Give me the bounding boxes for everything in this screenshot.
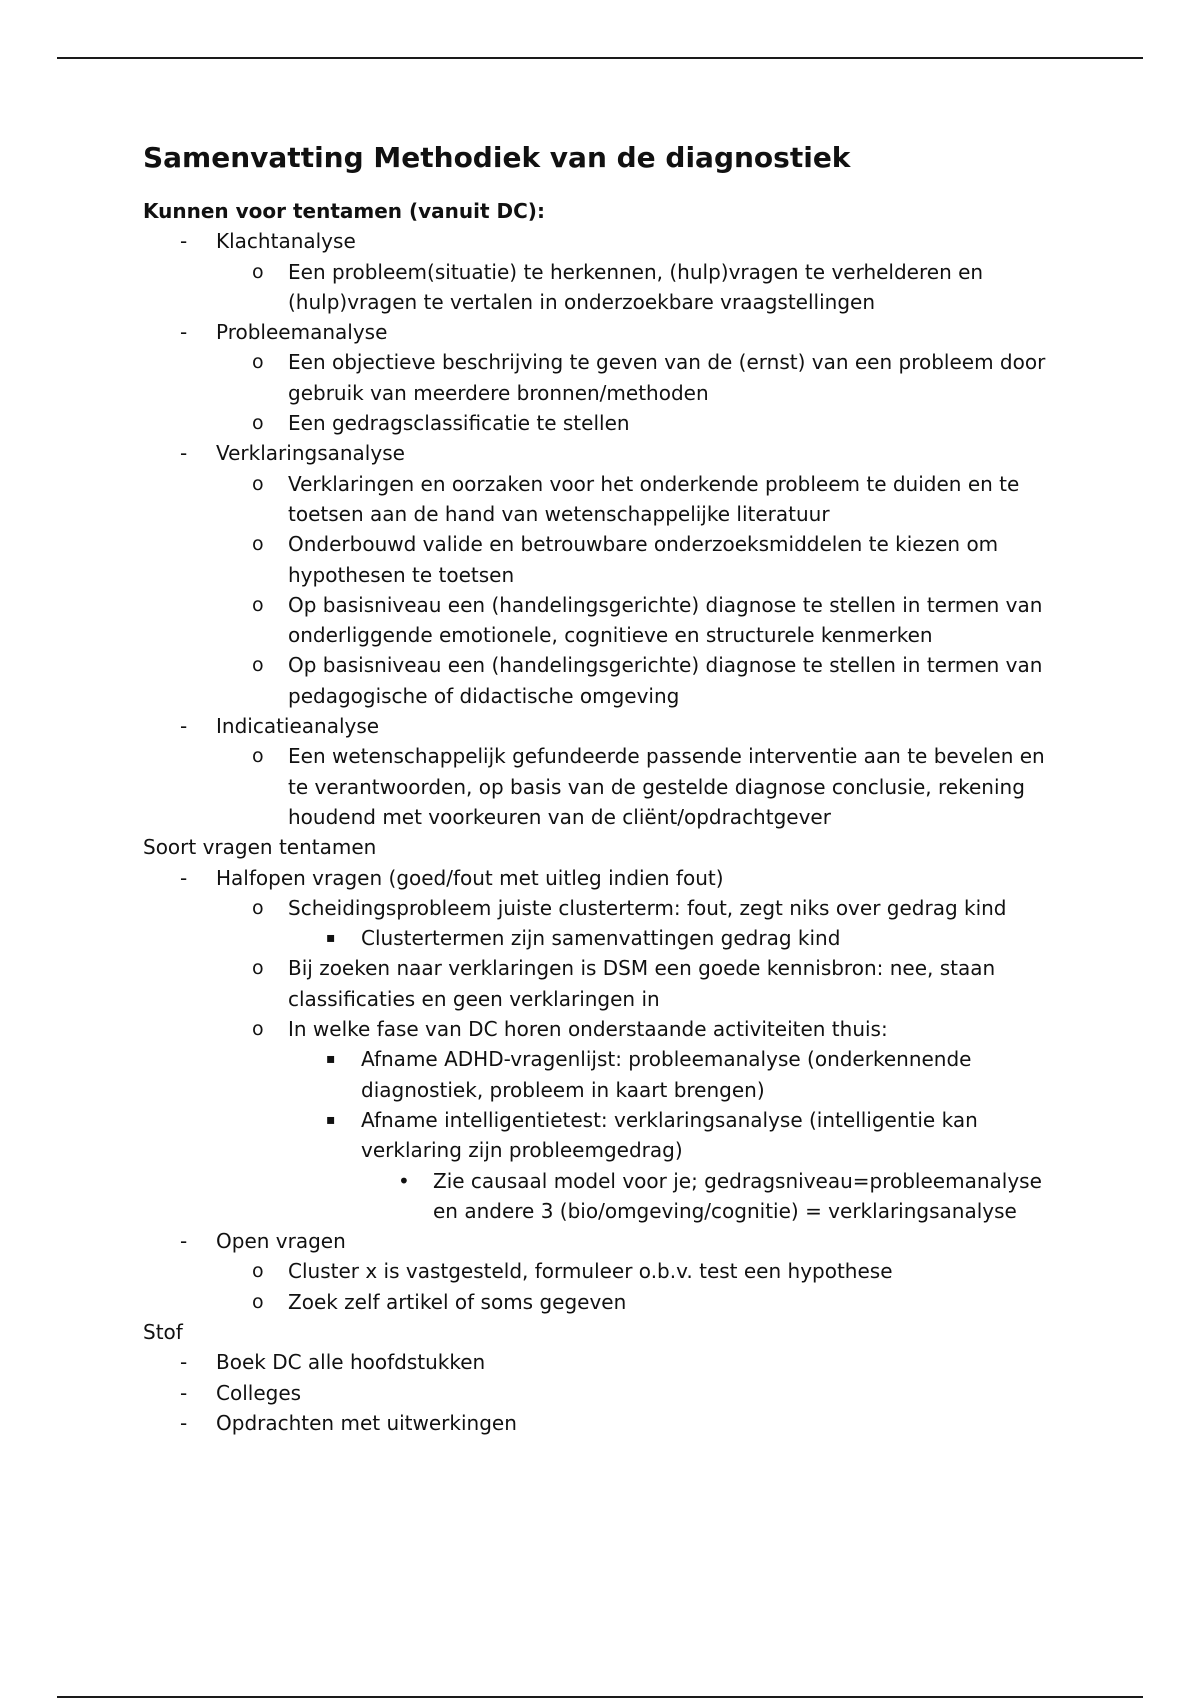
bullet-icon: o	[252, 957, 264, 980]
list-item	[143, 1226, 1063, 1256]
list-item-text: Een gedragsclassificatie te stellen	[288, 411, 630, 436]
list-item	[143, 590, 1063, 651]
list-item-text: Indicatieanalyse	[216, 714, 380, 739]
bullet-icon: o	[252, 896, 264, 919]
list-item-text: Op basisniveau een (handelingsgerichte) diagnose te stellen in termen van onderliggende emotionele, cognitieve en structurele kenmerken	[288, 592, 1043, 648]
bullet-icon: -	[180, 1380, 188, 1405]
list-item-text: Bij zoeken naar verklaringen is DSM een goede kennisbron: nee, staan classificaties en geen verklaringen in	[288, 956, 996, 1011]
list-item	[143, 408, 1063, 438]
bullet-icon: o	[252, 533, 264, 556]
list-item	[143, 438, 1063, 468]
list-item	[143, 469, 1063, 530]
list-item-text: Zie causaal model voor je; gedragsniveau=probleemanalyse en andere 3 (bio/omgeving/cognitie) = verklaringsanalyse	[433, 1168, 1042, 1223]
document-title: Samenvatting Methodiek van de diagnostiek	[143, 141, 851, 174]
bullet-icon: -	[180, 229, 188, 254]
list-item-text: Halfopen vragen (goed/fout met uitleg indien fout)	[216, 865, 724, 890]
list-item	[143, 711, 1063, 741]
bullet-icon: -	[180, 714, 188, 739]
list-item-text: Een wetenschappelijk gefundeerde passende interventie aan te bevelen en te verantwoorden, op basis van de gestelde diagnose conclusie, rekening houdend met voorkeuren van de cliënt/opdrachtgever	[288, 744, 1045, 829]
bullet-icon: o	[252, 745, 264, 768]
bullet-icon: o	[252, 351, 264, 374]
section-heading: Kunnen voor tentamen (vanuit DC):	[143, 199, 545, 223]
bullet-icon: o	[252, 1018, 264, 1041]
bullet-icon: o	[252, 1260, 264, 1283]
list-item	[143, 1256, 1063, 1286]
bullet-icon: o	[252, 593, 264, 616]
list-item-text: Verklaringen en oorzaken voor het onderkende probleem te duiden en te toetsen aan de hand van wetenschappelijke literatuur	[288, 471, 1020, 526]
list-item	[143, 529, 1063, 590]
list-item	[143, 1166, 1063, 1227]
section-heading: Stof	[143, 1319, 183, 1344]
list-item-text: Onderbouwd valide en betrouwbare onderzoeksmiddelen te kiezen om hypothesen te toetsen	[288, 532, 999, 587]
list-item	[143, 1105, 1063, 1166]
bullet-icon: •	[398, 1168, 410, 1193]
header-rule	[57, 57, 1143, 59]
list-item	[143, 1044, 1063, 1105]
bullet-icon: -	[180, 1410, 188, 1435]
list-item	[143, 1287, 1063, 1317]
bullet-icon: o	[252, 1290, 264, 1313]
bullet-icon: -	[180, 1229, 188, 1254]
bullet-icon: o	[252, 654, 264, 677]
list-item-text: Opdrachten met uitwerkingen	[216, 1410, 517, 1435]
list-item-text: Afname ADHD-vragenlijst: probleemanalyse (onderkennende diagnostiek, probleem in kaart brengen)	[361, 1047, 972, 1102]
list-item	[143, 347, 1063, 408]
list-item	[143, 1378, 1063, 1408]
bullet-icon: -	[180, 320, 188, 345]
list-item	[143, 893, 1063, 923]
section-heading: Soort vragen tentamen	[143, 835, 377, 860]
list-item-text: Op basisniveau een (handelingsgerichte) diagnose te stellen in termen van pedagogische of didactische omgeving	[288, 653, 1043, 708]
list-item-text: Boek DC alle hoofdstukken	[216, 1350, 486, 1375]
list-item	[143, 257, 1063, 318]
list-item	[143, 1347, 1063, 1377]
list-item	[143, 1408, 1063, 1438]
section-list	[143, 226, 1063, 832]
list-item	[143, 863, 1063, 893]
list-item-text: Open vragen	[216, 1229, 346, 1254]
bullet-icon: ▪	[326, 1051, 336, 1068]
section-list	[143, 863, 1063, 1317]
list-item-text: Verklaringsanalyse	[216, 441, 405, 466]
bullet-icon: o	[252, 472, 264, 495]
bullet-icon: -	[180, 865, 188, 890]
bullet-icon: -	[180, 441, 188, 466]
bullet-icon: -	[180, 1350, 188, 1375]
list-item-text: Een objectieve beschrijving te geven van de (ernst) van een probleem door gebruik van meerdere bronnen/methoden	[288, 350, 1046, 405]
list-item-text: In welke fase van DC horen onderstaande activiteiten thuis:	[288, 1017, 888, 1042]
bullet-icon: o	[252, 412, 264, 435]
list-item	[143, 741, 1063, 832]
list-item	[143, 953, 1063, 1014]
list-item	[143, 1014, 1063, 1044]
list-item-text: Colleges	[216, 1380, 302, 1405]
bullet-icon: o	[252, 260, 264, 283]
list-item	[143, 923, 1063, 953]
list-item-text: Cluster x is vastgesteld, formuleer o.b.v. test een hypothese	[288, 1259, 893, 1284]
bullet-icon: ▪	[326, 930, 336, 947]
list-item-text: Afname intelligentietest: verklaringsanalyse (intelligentie kan verklaring zijn probleemgedrag)	[361, 1107, 978, 1163]
list-item-text: Probleemanalyse	[216, 320, 388, 345]
list-item-text: Een probleem(situatie) te herkennen, (hulp)vragen te verhelderen en (hulp)vragen te vertalen in onderzoekbare vraagstellingen	[288, 259, 984, 314]
list-item-text: Zoek zelf artikel of soms gegeven	[288, 1289, 627, 1314]
section-list	[143, 1347, 1063, 1438]
bullet-icon: ▪	[326, 1111, 336, 1128]
list-item	[143, 650, 1063, 711]
document-body	[143, 138, 1063, 1438]
footer-rule	[57, 1696, 1143, 1698]
list-item	[143, 226, 1063, 256]
list-item-text: Klachtanalyse	[216, 229, 356, 254]
list-item	[143, 317, 1063, 347]
list-item-text: Clustertermen zijn samenvattingen gedrag kind	[361, 926, 841, 951]
list-item-text: Scheidingsprobleem juiste clusterterm: fout, zegt niks over gedrag kind	[288, 895, 1007, 920]
